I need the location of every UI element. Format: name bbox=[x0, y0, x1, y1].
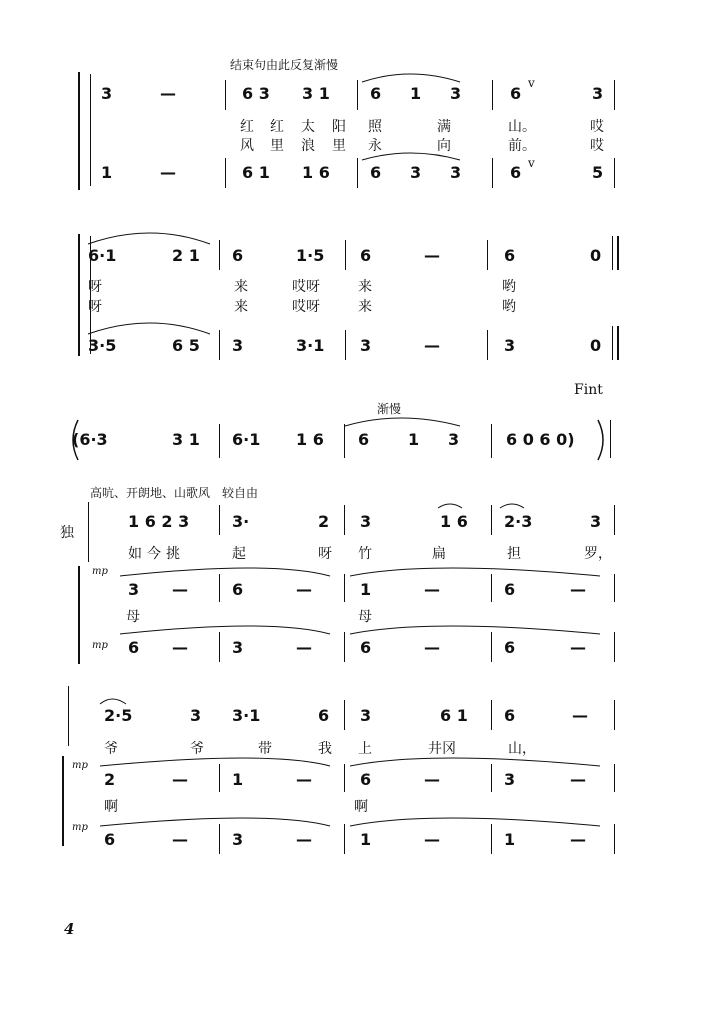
note: 1 6 bbox=[302, 163, 330, 182]
note: 2·5 bbox=[104, 706, 133, 725]
note: 3 bbox=[360, 336, 372, 355]
note: 3 bbox=[128, 580, 140, 599]
instruction-text: 结束句由此反复渐慢 bbox=[230, 58, 339, 72]
note: 6·1 bbox=[232, 430, 261, 449]
slur bbox=[120, 568, 330, 576]
note: 3 bbox=[450, 163, 462, 182]
lyric: 带 bbox=[258, 741, 272, 757]
note: 6 bbox=[504, 706, 516, 725]
note: — bbox=[172, 770, 188, 789]
note: 3 bbox=[450, 84, 462, 103]
note: 6 bbox=[510, 163, 522, 182]
lyric: 前。 bbox=[508, 138, 536, 154]
lyric: 罗， bbox=[584, 546, 612, 562]
lyric: 如今挑 bbox=[128, 546, 185, 562]
note: 6 bbox=[504, 638, 516, 657]
note: 6 bbox=[232, 580, 244, 599]
lyric: 起 bbox=[232, 546, 246, 562]
page-number: 4 bbox=[64, 920, 75, 938]
lyric: 来 bbox=[234, 299, 248, 315]
lyric: 呀 bbox=[318, 546, 332, 562]
note: — bbox=[172, 830, 188, 849]
lyric: 上 bbox=[358, 741, 372, 757]
parenthesis-marks bbox=[73, 420, 603, 460]
slur bbox=[350, 758, 600, 766]
note: — bbox=[424, 770, 440, 789]
note: 6 0 6 0) bbox=[506, 430, 575, 449]
note: — bbox=[296, 770, 312, 789]
note: 1 6 2 3 bbox=[128, 512, 190, 531]
lyric: 哎 bbox=[590, 119, 604, 135]
breath-mark: v bbox=[528, 156, 535, 170]
note: 3 bbox=[101, 84, 113, 103]
lyric: 哎呀 bbox=[292, 279, 320, 295]
note: 3 bbox=[504, 336, 516, 355]
slur bbox=[88, 233, 210, 244]
lyric: 母 bbox=[358, 609, 372, 625]
note: 2·3 bbox=[504, 512, 533, 531]
slur bbox=[438, 504, 462, 508]
note: 6 bbox=[232, 246, 244, 265]
note: — bbox=[160, 84, 176, 103]
note: 6 bbox=[104, 830, 116, 849]
lyric: 满 bbox=[437, 119, 451, 135]
note: 6 3 bbox=[242, 84, 270, 103]
dynamic-marking: mp bbox=[92, 566, 108, 577]
slur bbox=[350, 568, 600, 576]
lyric: 阳 bbox=[332, 119, 346, 135]
note: 0 bbox=[590, 336, 602, 355]
note: — bbox=[570, 770, 586, 789]
note: — bbox=[572, 706, 588, 725]
note: 6 bbox=[358, 430, 370, 449]
lyric: 哎呀 bbox=[292, 299, 320, 315]
slur bbox=[100, 758, 330, 766]
note: 3 bbox=[360, 706, 372, 725]
note: 1 bbox=[360, 830, 372, 849]
lyric: 浪 bbox=[301, 138, 315, 154]
note: 1 bbox=[101, 163, 113, 182]
note: 3·1 bbox=[296, 336, 325, 355]
slur bbox=[120, 626, 330, 634]
slur bbox=[500, 504, 524, 508]
slur bbox=[362, 74, 460, 82]
slur bbox=[350, 626, 600, 634]
lyric: 太 bbox=[301, 119, 315, 135]
breath-mark: v bbox=[528, 76, 535, 90]
note: 6 bbox=[360, 246, 372, 265]
instruction-text: 高吭、开朗地、山歌风 较自由 bbox=[90, 486, 259, 500]
lyric: 呀 bbox=[88, 299, 102, 315]
note: 1·5 bbox=[296, 246, 325, 265]
note: 1 bbox=[408, 430, 420, 449]
lyric: 扁 bbox=[432, 546, 446, 562]
note: 3 bbox=[410, 163, 422, 182]
lyric: 山， bbox=[508, 741, 536, 757]
note: — bbox=[160, 163, 176, 182]
note: 6 bbox=[128, 638, 140, 657]
note: 6 bbox=[510, 84, 522, 103]
note: 3 bbox=[590, 512, 602, 531]
note: — bbox=[424, 580, 440, 599]
lyric: 风 bbox=[240, 138, 254, 154]
note: 3· bbox=[232, 512, 250, 531]
lyric: 来 bbox=[358, 279, 372, 295]
tempo-marking: 渐慢 bbox=[377, 402, 402, 416]
note: 3 bbox=[592, 84, 604, 103]
lyric: 呀 bbox=[88, 279, 102, 295]
note: 6 bbox=[504, 246, 516, 265]
note: — bbox=[296, 830, 312, 849]
note: 3 bbox=[360, 512, 372, 531]
note: 2 1 bbox=[172, 246, 200, 265]
note: 6 1 bbox=[440, 706, 468, 725]
lyric: 爷 bbox=[104, 741, 118, 757]
note: 2 bbox=[318, 512, 330, 531]
note: 6 bbox=[504, 580, 516, 599]
lyric: 里 bbox=[332, 138, 346, 154]
slur bbox=[362, 153, 460, 160]
note: 6·1 bbox=[88, 246, 117, 265]
note: — bbox=[296, 638, 312, 657]
note: — bbox=[172, 580, 188, 599]
slur bbox=[88, 323, 210, 334]
lyric: 来 bbox=[234, 279, 248, 295]
note: 1 bbox=[410, 84, 422, 103]
note: 6 bbox=[360, 770, 372, 789]
lyric: 红 bbox=[240, 119, 254, 135]
dynamic-marking: mp bbox=[72, 760, 88, 771]
note: — bbox=[424, 246, 440, 265]
note: 6 5 bbox=[172, 336, 200, 355]
note: 1 6 bbox=[440, 512, 468, 531]
lyric: 哎 bbox=[590, 138, 604, 154]
lyric: 啊 bbox=[104, 799, 118, 815]
note: — bbox=[424, 638, 440, 657]
lyric: 红 bbox=[270, 119, 284, 135]
lyric: 我 bbox=[318, 741, 332, 757]
note: — bbox=[570, 638, 586, 657]
note: 3·1 bbox=[232, 706, 261, 725]
lyric: 永 bbox=[368, 138, 382, 154]
lyric: 担 bbox=[507, 546, 521, 562]
dynamic-marking: mp bbox=[72, 822, 88, 833]
note: 3 bbox=[232, 830, 244, 849]
note: 6 bbox=[370, 163, 382, 182]
dynamic-marking: mp bbox=[92, 640, 108, 651]
lyric: 竹 bbox=[358, 546, 372, 562]
note: 3 1 bbox=[302, 84, 330, 103]
note: 3 bbox=[504, 770, 516, 789]
fine-marking: Fint bbox=[574, 382, 603, 398]
note: — bbox=[424, 830, 440, 849]
note: 0 bbox=[590, 246, 602, 265]
slur bbox=[100, 818, 330, 826]
note: — bbox=[570, 830, 586, 849]
note: 1 bbox=[232, 770, 244, 789]
note: (6·3 bbox=[72, 430, 108, 449]
lyric: 来 bbox=[358, 299, 372, 315]
note: 1 bbox=[504, 830, 516, 849]
note: 3 bbox=[448, 430, 460, 449]
lyric: 里 bbox=[270, 138, 284, 154]
note: 6 bbox=[360, 638, 372, 657]
note: 6 bbox=[370, 84, 382, 103]
lyric: 向 bbox=[437, 138, 451, 154]
note: — bbox=[296, 580, 312, 599]
lyric: 啊 bbox=[354, 799, 368, 815]
note: 3 bbox=[190, 706, 202, 725]
note: 1 bbox=[360, 580, 372, 599]
note: 3 1 bbox=[172, 430, 200, 449]
lyric: 井冈 bbox=[428, 741, 456, 757]
lyric: 哟 bbox=[502, 279, 516, 295]
slur bbox=[345, 418, 460, 426]
solo-label: 独 bbox=[60, 525, 74, 541]
lyric: 哟 bbox=[502, 299, 516, 315]
lyric: 母 bbox=[126, 609, 140, 625]
note: 3 bbox=[232, 336, 244, 355]
note: 6 1 bbox=[242, 163, 270, 182]
slur bbox=[350, 818, 600, 826]
lyric: 照 bbox=[368, 119, 382, 135]
note: 1 6 bbox=[296, 430, 324, 449]
note: 2 bbox=[104, 770, 116, 789]
note: 5 bbox=[592, 163, 604, 182]
note: — bbox=[424, 336, 440, 355]
lyric: 爷 bbox=[190, 741, 204, 757]
note: — bbox=[570, 580, 586, 599]
note: — bbox=[172, 638, 188, 657]
note: 6 bbox=[318, 706, 330, 725]
note: 3·5 bbox=[88, 336, 117, 355]
slur bbox=[100, 699, 126, 704]
lyric: 山。 bbox=[508, 119, 536, 135]
note: 3 bbox=[232, 638, 244, 657]
